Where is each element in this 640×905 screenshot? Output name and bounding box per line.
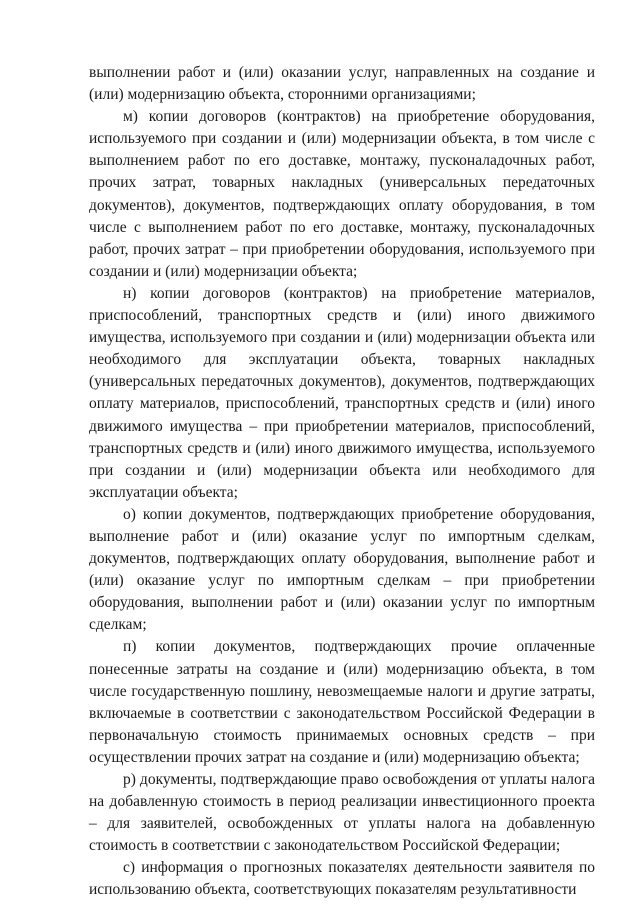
paragraph-item-r: р) документы, подтверждающие право освобождения от уплаты налога на добавленную стоимость в период реализации инвестиционного проекта – для заявителей, освобожденных от уплаты налога на добавленную стоимость в соответствии с законодательством Российской Федерации;: [89, 771, 595, 855]
paragraph-item-n: н) копии договоров (контрактов) на приобретение материалов, приспособлений, транспортных средств и (или) иного движимого имущества, используемого при создании и (или) модернизации объекта или необходимого для эксплуатации объекта, товарных накладных (универсальных передаточных документов), документов, подтверждающих оплату материалов, приспособлений, транспортных средств и (или) иного движимого имущества – при приобретении материалов, приспособлений, транспортных средств и (или) иного движимого имущества, используемого при создании и (или) модернизации объекта или необходимого для эксплуатации объекта;: [89, 284, 595, 501]
paragraph-item-o: о) копии документов, подтверждающих приобретение оборудования, выполнение работ и (или) оказание услуг по импортным сделкам, документов, подтверждающих оплату оборудования, выполнение работ и (или) оказание услуг по импортным сделкам – при приобретении оборудования, выполнении работ и (или) оказании услуг по импортным сделкам;: [89, 505, 595, 634]
paragraph-item-p: п) копии документов, подтверждающих прочие оплаченные понесенные затраты на создание и (или) модернизацию объекта, в том числе государственную пошлину, невозмещаемые налоги и другие затраты, включаемые в соответствии с законодательством Российской Федерации в первоначальную стоимость принимаемых основных средств – при осуществлении прочих затрат на создание и (или) модернизацию объекта;: [89, 638, 595, 766]
paragraph-item-m: м) копии договоров (контрактов) на приобретение оборудования, используемого при создании и (или) модернизации объекта, в том числе с выполнением работ по его доставке, монтажу, пусконаладочных работ, прочих затрат, товарных накладных (универсальных передаточных документов), документов, подтверждающих оплату оборудования, в том числе с выполнением работ по его доставке, монтажу, пусконаладочных работ, прочих затрат – при приобретении оборудования, используемого при создании и (или) модернизации объекта;: [89, 108, 595, 280]
paragraph-continuation: выполнении работ и (или) оказании услуг, направленных на создание и (или) модернизацию объекта, сторонними организациями;: [89, 64, 595, 104]
document-body: [89, 62, 595, 902]
paragraph-item-s: с) информация о прогнозных показателях деятельности заявителя по использованию объекта, соответствующих показателям результативности: [89, 859, 595, 899]
